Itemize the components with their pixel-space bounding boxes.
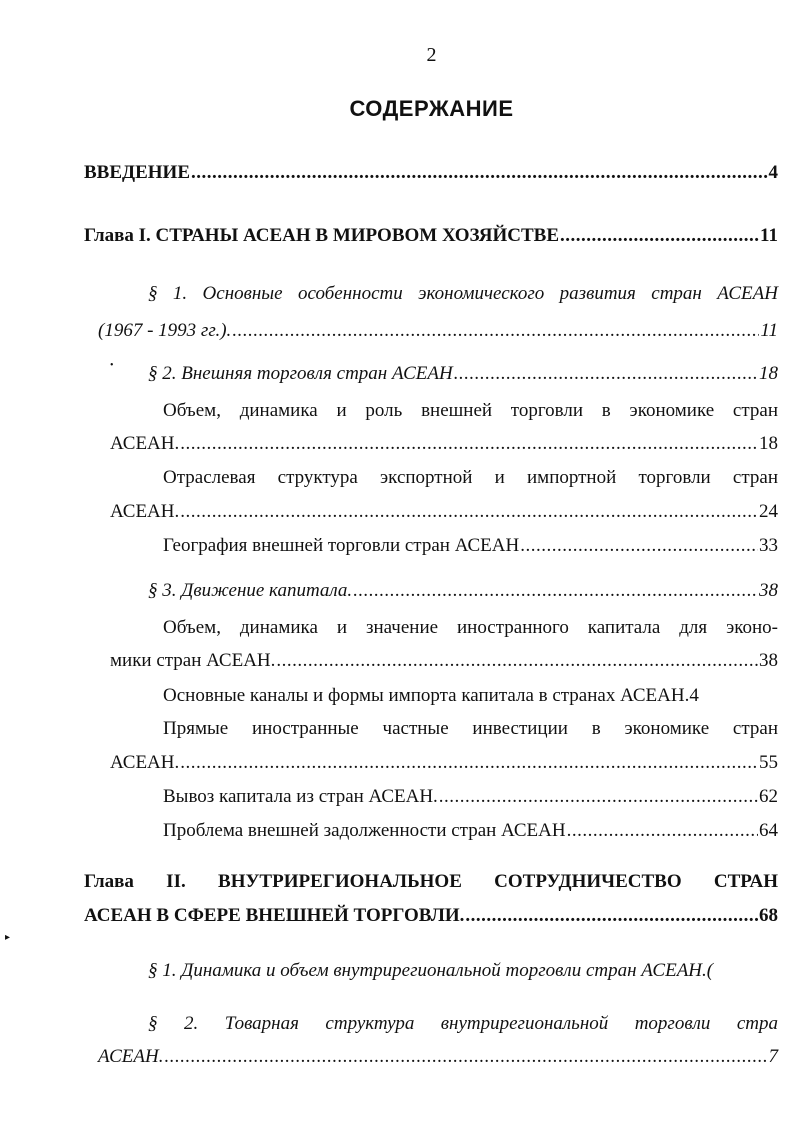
page-number: 2 [426, 44, 437, 66]
toc-entry-section-2 [148, 363, 778, 385]
toc-page: 24 [759, 501, 778, 522]
leader-dots [520, 535, 758, 557]
toc-entry-subsection-2b-line1: Отраслевая структура экспортной и импортной торговли стран [163, 467, 778, 488]
toc-entry-ch2-section-2-line2 [98, 1046, 778, 1068]
toc-entry-subsection-3a-line2 [110, 650, 778, 672]
leader-dots [454, 363, 758, 385]
toc-entry-subsection-3b: Основные каналы и формы импорта капитала в странах АСЕАН.4 [163, 685, 699, 706]
toc-page: 64 [759, 820, 778, 841]
toc-page: 38 [759, 650, 778, 671]
toc-title: Глава I. СТРАНЫ АСЕАН В МИРОВОМ ХОЗЯЙСТВЕ [84, 225, 560, 246]
toc-title: ВВЕДЕНИЕ [84, 162, 190, 183]
leader-dots [276, 650, 758, 672]
toc-title: Вывоз капитала из стран АСЕАН. [163, 786, 438, 807]
toc-entry-subsection-2c [163, 535, 778, 557]
toc-title: (1967 - 1993 гг.). [98, 320, 232, 341]
leader-dots [560, 225, 759, 247]
toc-entry-section-1-line2 [98, 320, 778, 342]
toc-page: 38 [759, 580, 778, 601]
toc-title: мики стран АСЕАН. [110, 650, 276, 671]
leader-dots [191, 162, 768, 184]
toc-title: АСЕАН. [110, 433, 180, 454]
toc-entry-subsection-3a-line1: Объем, динамика и значение иностранного капитала для эконо- [163, 617, 778, 638]
toc-entry-ch2-section-1: § 1. Динамика и объем внутрирегиональной торговли стран АСЕАН.( [148, 960, 714, 981]
toc-page: 62 [759, 786, 778, 807]
toc-entry-subsection-2a-line1: Объем, динамика и роль внешней торговли в экономике стран [163, 400, 778, 421]
toc-page: 33 [759, 535, 778, 556]
toc-entry-subsection-3c-line2 [110, 752, 778, 774]
toc-title: АСЕАН. [110, 752, 180, 773]
toc-page: 18 [759, 363, 778, 384]
toc-page: 18 [759, 433, 778, 454]
toc-page: 7 [768, 1046, 778, 1067]
toc-title: § 2. Внешняя торговля стран АСЕАН [148, 363, 453, 384]
toc-entry-section-1-line1: § 1. Основные особенности экономического развития стран АСЕАН [148, 283, 778, 304]
toc-entry-subsection-3c-line1: Прямые иностранные частные инвестиции в экономике стран [163, 718, 778, 739]
leader-dots [439, 786, 758, 808]
leader-dots [180, 433, 758, 455]
leader-dots [165, 1046, 768, 1068]
toc-title: География внешней торговли стран АСЕАН [163, 535, 520, 556]
scan-arrow-mark: ▸ [5, 932, 11, 943]
toc-page: 11 [760, 320, 778, 341]
leader-dots [232, 320, 759, 342]
toc-title: АСЕАН В СФЕРЕ ВНЕШНЕЙ ТОРГОВЛИ. [84, 905, 465, 926]
toc-entry-chapter-1 [84, 225, 778, 247]
toc-entry-chapter-2-line2 [84, 905, 778, 927]
toc-entry-intro [84, 162, 778, 184]
toc-page: 11 [760, 225, 778, 246]
leader-dots [180, 501, 758, 523]
toc-title: § 3. Движение капитала. [148, 580, 353, 601]
page-title: СОДЕРЖАНИЕ [349, 96, 514, 121]
toc-entry-subsection-3e [163, 820, 778, 842]
toc-page: 55 [759, 752, 778, 773]
leader-dots [567, 820, 758, 842]
toc-title: АСЕАН. [110, 501, 180, 522]
leader-dots [180, 752, 758, 774]
toc-entry-subsection-3d [163, 786, 778, 808]
leader-dots [465, 905, 758, 927]
toc-entry-subsection-2a-line2 [110, 433, 778, 455]
scan-bullet-mark: • [110, 360, 114, 371]
leader-dots [353, 580, 758, 602]
toc-entry-subsection-2b-line2 [110, 501, 778, 523]
toc-entry-chapter-2-line1: Глава II. ВНУТРИРЕГИОНАЛЬНОЕ СОТРУДНИЧЕСТВО СТРАН [84, 871, 778, 892]
toc-title: Проблема внешней задолженности стран АСЕАН [163, 820, 566, 841]
toc-page: 68 [759, 905, 778, 926]
toc-title: АСЕАН. [98, 1046, 164, 1067]
toc-page: 4 [768, 162, 778, 183]
toc-entry-ch2-section-2-line1: § 2. Товарная структура внутрирегиональной торговли стра [148, 1013, 778, 1034]
toc-entry-section-3 [148, 580, 778, 602]
